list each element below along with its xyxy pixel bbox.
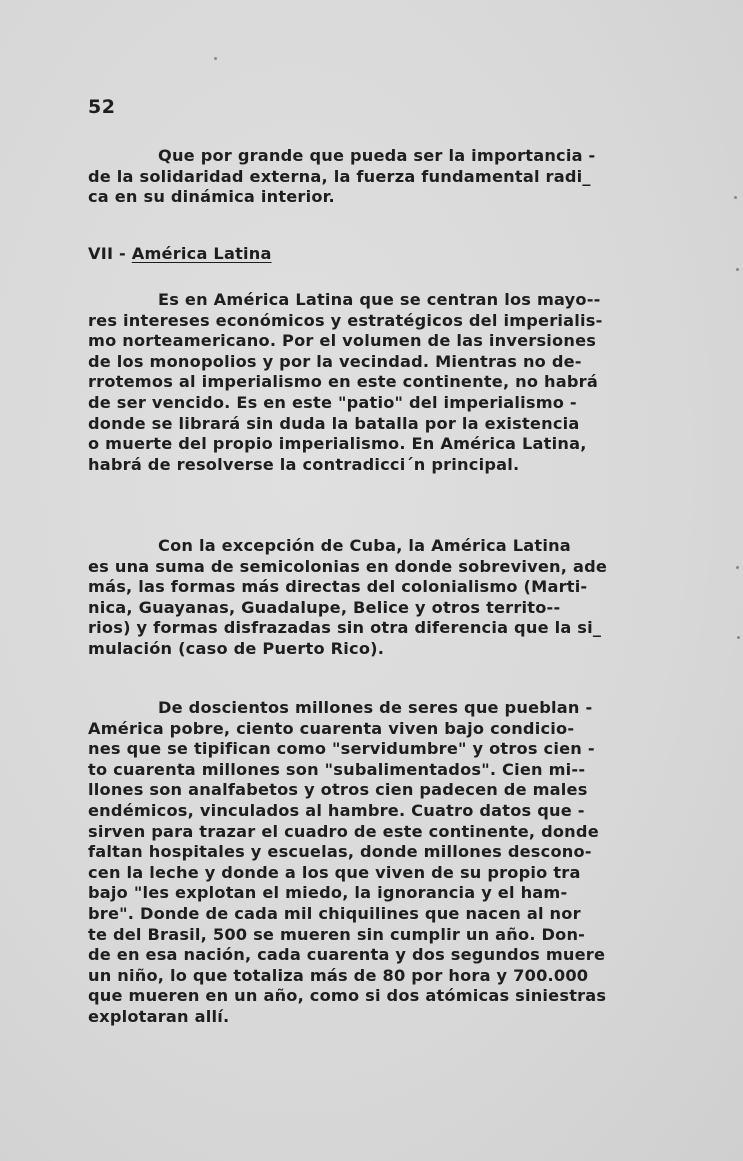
section-heading-title: América Latina <box>131 244 272 263</box>
paragraph-semicolonies <box>88 536 650 660</box>
text-line: un niño, lo que totaliza más de 80 por hora y 700.000 <box>88 965 589 985</box>
text-line: o muerte del propio imperialismo. En América Latina, <box>88 434 587 454</box>
section-heading-prefix: VII - <box>88 244 132 263</box>
text-line: res intereses económicos y estratégicos del imperialis- <box>88 310 603 330</box>
text-line: habrá de resolverse la contradicci´n principal. <box>88 454 520 474</box>
text-line: mo norteamericano. Por el volumen de las inversiones <box>88 331 597 351</box>
text-line: endémicos, vinculados al hambre. Cuatro datos que - <box>88 800 585 820</box>
text-line: donde se librará sin duda la batalla por la existencia <box>88 413 580 433</box>
text-line: to cuarenta millones son "subalimentados". Cien mi-- <box>88 759 586 779</box>
scan-speck <box>214 57 217 60</box>
paragraph-intro <box>88 146 650 208</box>
text-line: Es en América Latina que se centran los mayo-- <box>158 290 601 309</box>
text-line: nes que se tipifican como "servidumbre" y otros cien - <box>88 739 595 759</box>
text-line: cen la leche y donde a los que viven de su propio tra <box>88 862 581 882</box>
text-line: mulación (caso de Puerto Rico). <box>88 638 385 658</box>
text-line: sirven para trazar el cuadro de este continente, donde <box>88 821 599 841</box>
text-line: que mueren en un año, como si dos atómicas siniestras <box>88 986 607 1006</box>
section-heading <box>88 244 272 263</box>
scan-speck <box>736 566 739 569</box>
scan-speck <box>736 268 739 271</box>
text-line: rios) y formas disfrazadas sin otra diferencia que la si_ <box>88 618 602 638</box>
text-line: de ser vencido. Es en este "patio" del imperialismo - <box>88 392 577 412</box>
text-line: bre". Donde de cada mil chiquilines que nacen al nor <box>88 903 581 923</box>
scan-speck <box>734 196 737 199</box>
text-line: es una suma de semicolonias en donde sobreviven, ade <box>88 556 608 576</box>
text-line: llones son analfabetos y otros cien padecen de males <box>88 780 588 800</box>
text-line: de los monopolios y por la vecindad. Mientras no de- <box>88 351 582 371</box>
text-line: explotaran allí. <box>88 1006 230 1026</box>
text-line: Que por grande que pueda ser la importancia - <box>158 146 596 165</box>
scan-speck <box>737 636 740 639</box>
text-line: bajo "les explotan el miedo, la ignorancia y el ham- <box>88 883 568 903</box>
paragraph-poverty-statistics <box>88 698 650 1028</box>
page-number: 52 <box>88 96 116 118</box>
text-line: América pobre, ciento cuarenta viven bajo condicio- <box>88 718 575 738</box>
text-line: faltan hospitales y escuelas, donde millones descono- <box>88 842 592 862</box>
text-line: ca en su dinámica interior. <box>88 187 335 207</box>
text-line: rrotemos al imperialismo en este continente, no habrá <box>88 372 598 392</box>
text-line: Con la excepción de Cuba, la América Latina <box>158 536 571 555</box>
text-line: De doscientos millones de seres que pueblan - <box>158 698 593 717</box>
text-line: de la solidaridad externa, la fuerza fundamental radi_ <box>88 166 591 186</box>
text-line: de en esa nación, cada cuarenta y dos segundos muere <box>88 945 606 965</box>
text-line: te del Brasil, 500 se mueren sin cumplir un año. Don- <box>88 924 586 944</box>
text-line: más, las formas más directas del colonialismo (Marti- <box>88 577 588 597</box>
text-line: nica, Guayanas, Guadalupe, Belice y otros territo-- <box>88 597 561 617</box>
paragraph-latin-america-interests <box>88 290 650 475</box>
